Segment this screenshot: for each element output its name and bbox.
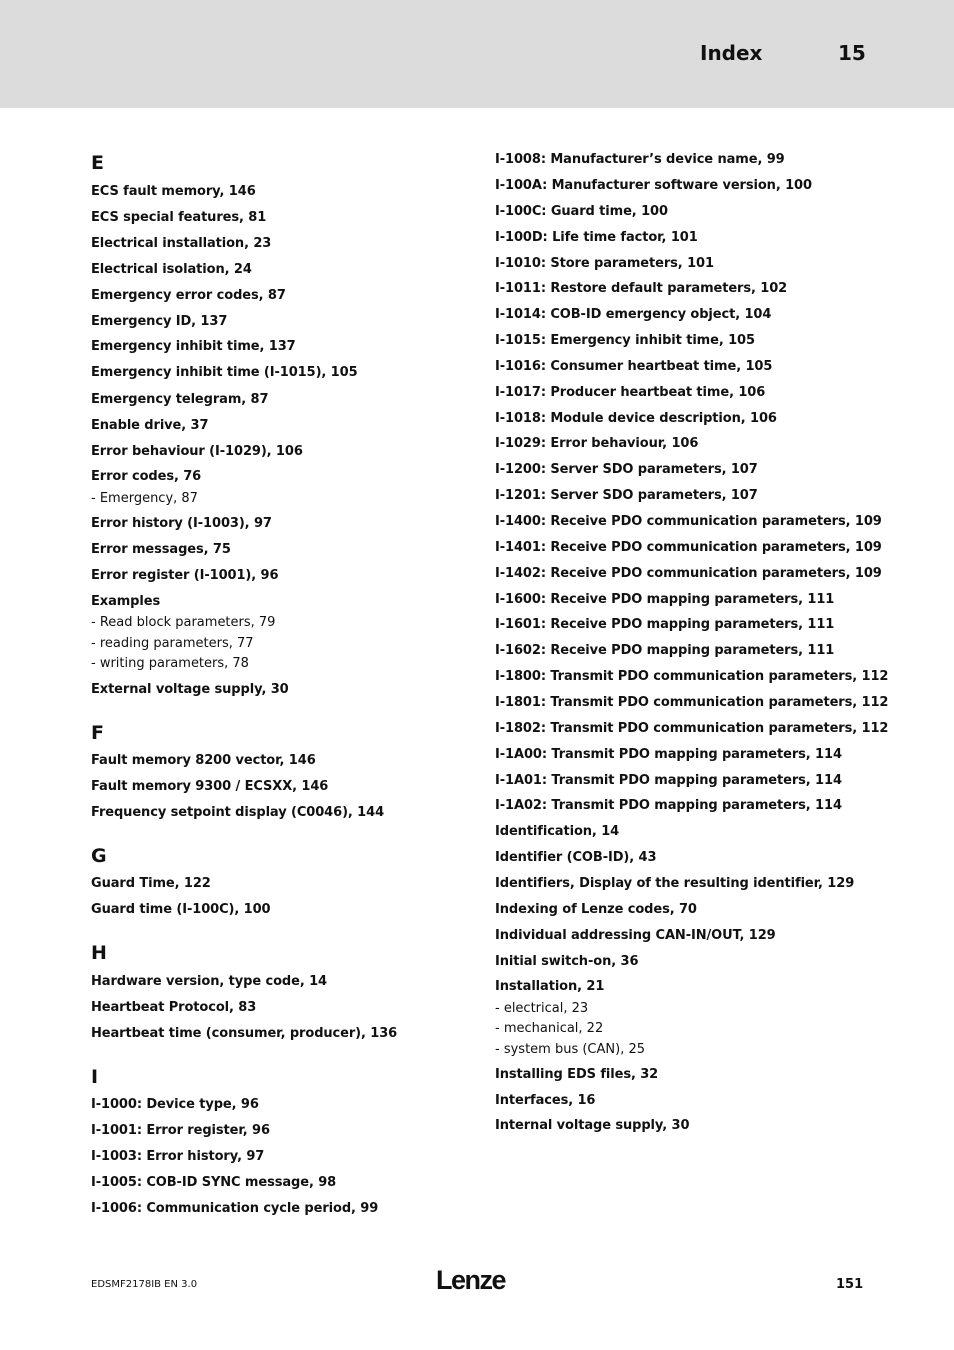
index-entry: I-1A02: Transmit PDO mapping parameters, 114 [495,798,842,813]
index-entry: Individual addressing CAN-IN/OUT, 129 [495,928,776,943]
index-entry: Heartbeat time (consumer, producer), 136 [91,1026,398,1041]
index-entry: Emergency error codes, 87 [91,288,286,303]
chapter-number: 15 [838,41,866,65]
index-entry: I-1017: Producer heartbeat time, 106 [495,385,766,400]
index-entry: I-1018: Module device description, 106 [495,411,777,426]
index-entry: I-1201: Server SDO parameters, 107 [495,488,758,503]
index-subentry: - mechanical, 22 [495,1021,604,1036]
index-subentry: - writing parameters, 78 [91,656,249,671]
index-entry: I-1401: Receive PDO communication parameters, 109 [495,540,882,555]
index-entry: ECS special features, 81 [91,210,267,225]
index-entry: I-1000: Device type, 96 [91,1097,259,1112]
index-subentry: - Read block parameters, 79 [91,615,276,630]
index-entry: I-1200: Server SDO parameters, 107 [495,462,758,477]
page-number: 151 [836,1277,864,1292]
index-entry: Emergency telegram, 87 [91,392,269,407]
index-entry: ECS fault memory, 146 [91,184,256,199]
index-entry: Internal voltage supply, 30 [495,1118,690,1133]
index-entry: Error codes, 76 [91,469,202,484]
index-entry: Electrical isolation, 24 [91,262,252,277]
index-entry: Fault memory 9300 / ECSXX, 146 [91,779,329,794]
index-entry: I-1001: Error register, 96 [91,1123,270,1138]
index-entry: I-1601: Receive PDO mapping parameters, 111 [495,617,835,632]
index-entry: I-1400: Receive PDO communication parameters, 109 [495,514,882,529]
index-entry: I-1A00: Transmit PDO mapping parameters, 114 [495,747,842,762]
index-entry: I-1005: COB-ID SYNC message, 98 [91,1175,337,1190]
index-entry: Installing EDS files, 32 [495,1067,659,1082]
index-entry: I-1802: Transmit PDO communication parameters, 112 [495,721,889,736]
index-entry: Error behaviour (I-1029), 106 [91,444,303,459]
index-entry: Fault memory 8200 vector, 146 [91,753,316,768]
index-entry: Hardware version, type code, 14 [91,974,328,989]
index-entry: Emergency inhibit time, 137 [91,339,296,354]
index-entry: External voltage supply, 30 [91,682,289,697]
index-entry: Heartbeat Protocol, 83 [91,1000,257,1015]
index-entry: I-1003: Error history, 97 [91,1149,265,1164]
index-entry: Initial switch-on, 36 [495,954,639,969]
index-subentry: - electrical, 23 [495,1001,589,1016]
index-letter-g: G [91,845,107,867]
chapter-title: Index [700,41,763,65]
index-entry: I-1015: Emergency inhibit time, 105 [495,333,755,348]
index-subentry: - reading parameters, 77 [91,636,254,651]
index-entry: Identification, 14 [495,824,620,839]
index-entry: Emergency inhibit time (I-1015), 105 [91,365,358,380]
index-entry: I-1801: Transmit PDO communication parameters, 112 [495,695,889,710]
index-entry: I-100A: Manufacturer software version, 100 [495,178,812,193]
lenze-logo [436,1264,516,1294]
index-entry: Indexing of Lenze codes, 70 [495,902,697,917]
index-entry: Frequency setpoint display (C0046), 144 [91,805,385,820]
index-letter-i: I [91,1066,99,1088]
index-entry: I-1008: Manufacturer’s device name, 99 [495,152,785,167]
index-entry: Guard time (I-100C), 100 [91,902,271,917]
index-entry: I-100C: Guard time, 100 [495,204,668,219]
index-entry: I-1602: Receive PDO mapping parameters, 111 [495,643,835,658]
index-entry: Examples [91,594,161,609]
index-letter-h: H [91,942,107,964]
index-entry: I-1029: Error behaviour, 106 [495,436,699,451]
index-entry: I-1A01: Transmit PDO mapping parameters, 114 [495,773,842,788]
index-entry: Enable drive, 37 [91,418,209,433]
index-entry: I-100D: Life time factor, 101 [495,230,698,245]
index-entry: Emergency ID, 137 [91,314,228,329]
index-entry: Guard Time, 122 [91,876,211,891]
index-entry: Identifier (COB-ID), 43 [495,850,657,865]
index-entry: Error messages, 75 [91,542,231,557]
index-entry: Installation, 21 [495,979,605,994]
index-letter-f: F [91,722,104,744]
index-entry: I-1006: Communication cycle period, 99 [91,1201,379,1216]
document-code: EDSMF2178IB EN 3.0 [91,1279,198,1290]
header-band [0,0,954,108]
index-entry: Error register (I-1001), 96 [91,568,279,583]
index-entry: I-1016: Consumer heartbeat time, 105 [495,359,773,374]
index-subentry: - system bus (CAN), 25 [495,1042,645,1057]
index-entry: I-1402: Receive PDO communication parameters, 109 [495,566,882,581]
index-entry: Identifiers, Display of the resulting identifier, 129 [495,876,855,891]
lenze-logo-text: Lenze [436,1265,506,1294]
index-entry: Interfaces, 16 [495,1093,596,1108]
index-entry: Error history (I-1003), 97 [91,516,272,531]
index-entry: Electrical installation, 23 [91,236,272,251]
index-subentry: - Emergency, 87 [91,491,198,506]
index-entry: I-1014: COB-ID emergency object, 104 [495,307,772,322]
index-entry: I-1011: Restore default parameters, 102 [495,281,788,296]
index-entry: I-1010: Store parameters, 101 [495,256,714,271]
index-letter-e: E [91,152,104,174]
index-entry: I-1600: Receive PDO mapping parameters, 111 [495,592,835,607]
index-entry: I-1800: Transmit PDO communication parameters, 112 [495,669,889,684]
